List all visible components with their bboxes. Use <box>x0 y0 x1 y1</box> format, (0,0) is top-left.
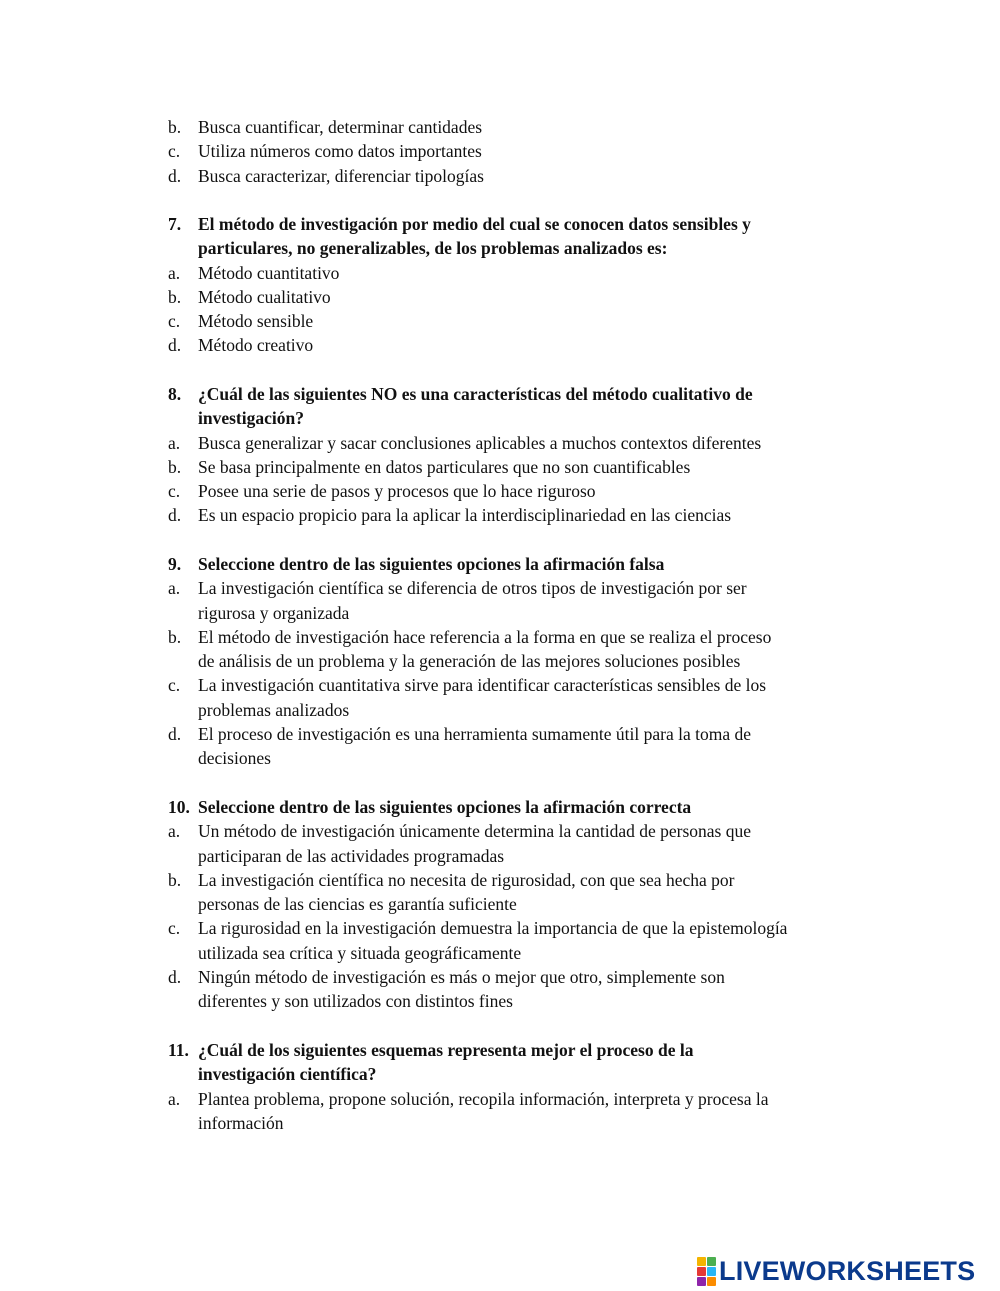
option-d-text: diferentes y son utilizados con distintos fines <box>198 991 513 1012</box>
option-c-marker: c. <box>168 141 181 162</box>
option-b-text: personas de las ciencias es garantía suficiente <box>198 894 517 915</box>
option-d-text: Busca caracterizar, diferenciar tipologías <box>198 165 484 186</box>
option-a-line <box>0 1087 1000 1111</box>
option-c-marker: c. <box>168 675 181 696</box>
option-d-text: Es un espacio propicio para la aplicar la interdisciplinariedad en las ciencias <box>198 505 732 526</box>
question-stem-text: investigación? <box>198 408 304 429</box>
option-b-marker: b. <box>168 117 182 137</box>
option-d-marker: d. <box>168 505 182 526</box>
option-d-line <box>0 722 1000 746</box>
option-c-text: Método sensible <box>198 311 314 332</box>
question-stem-marker: 9. <box>168 554 182 574</box>
option-c-marker: c. <box>168 481 181 502</box>
option-c-text: utilizada sea crítica y situada geográficamente <box>198 942 522 963</box>
logo-tile <box>707 1277 716 1286</box>
question-stem-text: Seleccione dentro de las siguientes opciones la afirmación falsa <box>198 554 665 574</box>
option-d-line <box>0 746 1000 770</box>
logo-tile <box>697 1267 706 1276</box>
option-c-marker: c. <box>168 311 181 332</box>
liveworksheets-logo <box>697 1256 975 1286</box>
option-a-line <box>0 819 1000 843</box>
option-d-marker: d. <box>168 335 182 356</box>
question-stem-line <box>0 1038 1000 1062</box>
option-b-line <box>0 455 1000 479</box>
option-d-marker: d. <box>168 165 182 186</box>
option-d-marker: d. <box>168 967 182 988</box>
option-b-text: Método cualitativo <box>198 286 331 307</box>
option-b-marker: b. <box>168 626 182 647</box>
option-d-text: decisiones <box>198 748 271 769</box>
option-b-line <box>0 625 1000 649</box>
question-stem-text: investigación científica? <box>198 1064 377 1085</box>
option-a-text: rigurosa y organizada <box>198 602 350 623</box>
option-b-text: La investigación científica no necesita de rigurosidad, con que sea hecha por <box>198 869 735 890</box>
option-c-marker: c. <box>168 918 181 939</box>
option-b-text: El método de investigación hace referencia a la forma en que se realiza el proceso <box>198 626 772 647</box>
option-d-line <box>0 333 1000 357</box>
question-stem-text: Seleccione dentro de las siguientes opciones la afirmación correcta <box>198 797 692 817</box>
option-a-text: Busca generalizar y sacar conclusiones aplicables a muchos contextos diferentes <box>198 432 762 453</box>
option-d-text: El proceso de investigación es una herramienta sumamente útil para la toma de <box>198 724 751 745</box>
option-b-marker: b. <box>168 869 182 890</box>
question-7 <box>0 212 1000 358</box>
option-a-text: Método cuantitativo <box>198 262 340 283</box>
option-a-line <box>0 601 1000 625</box>
option-a-line <box>0 261 1000 285</box>
option-b-line <box>0 868 1000 892</box>
question-8 <box>0 382 1000 528</box>
option-c-line <box>0 916 1000 940</box>
option-c-line <box>0 309 1000 333</box>
question-11 <box>0 1038 1000 1135</box>
option-a-line <box>0 431 1000 455</box>
option-a-text: Un método de investigación únicamente determina la cantidad de personas que <box>198 821 752 842</box>
option-b-line <box>0 892 1000 916</box>
option-a-line <box>0 576 1000 600</box>
option-a-marker: a. <box>168 262 181 283</box>
option-d-line <box>0 503 1000 527</box>
option-b-text: Se basa principalmente en datos particulares que no son cuantificables <box>198 456 691 477</box>
option-c-text: La investigación cuantitativa sirve para identificar características sensibles de los <box>198 675 767 696</box>
option-b-line <box>0 115 1000 139</box>
option-d-line <box>0 164 1000 188</box>
logo-text: LIVEWORKSHEETS <box>719 1256 976 1286</box>
option-a-marker: a. <box>168 432 181 453</box>
logo-tile <box>707 1267 716 1276</box>
question-stem-text: El método de investigación por medio del cual se conocen datos sensibles y <box>198 214 751 234</box>
question-stem-text: ¿Cuál de los siguientes esquemas representa mejor el proceso de la <box>198 1040 694 1060</box>
option-a-text: Plantea problema, propone solución, recopila información, interpreta y procesa la <box>198 1088 769 1109</box>
option-a-marker: a. <box>168 1088 181 1109</box>
liveworksheets-logo-icon <box>697 1257 716 1286</box>
option-c-line <box>0 479 1000 503</box>
option-c-text: Utiliza números como datos importantes <box>198 141 482 162</box>
option-c-line <box>0 139 1000 163</box>
option-d-text: Método creativo <box>198 335 314 356</box>
question-stem-marker: 8. <box>168 384 182 404</box>
option-a-text: La investigación científica se diferencia de otros tipos de investigación por ser <box>198 578 747 599</box>
question-stem-marker: 11. <box>168 1040 189 1060</box>
logo-tile <box>697 1277 706 1286</box>
option-a-line <box>0 1111 1000 1135</box>
option-c-line <box>0 698 1000 722</box>
option-b-line <box>0 649 1000 673</box>
question-stem-marker: 7. <box>168 214 182 234</box>
question-stem-text: ¿Cuál de las siguientes NO es una características del método cualitativo de <box>198 384 753 404</box>
option-a-line <box>0 844 1000 868</box>
question-stem-line <box>0 406 1000 430</box>
option-c-text: Posee una serie de pasos y procesos que lo hace riguroso <box>198 481 596 502</box>
option-d-text: Ningún método de investigación es más o mejor que otro, simplemente son <box>198 967 725 988</box>
option-c-text: La rigurosidad en la investigación demuestra la importancia de que la epistemología <box>198 918 788 939</box>
question-10 <box>0 795 1000 1014</box>
question-stem-marker: 10. <box>168 797 190 817</box>
question-stem-line <box>0 552 1000 576</box>
logo-tile <box>707 1257 716 1266</box>
option-a-text: participaran de las actividades programadas <box>198 845 505 866</box>
logo-tile <box>697 1257 706 1266</box>
option-b-marker: b. <box>168 456 182 477</box>
option-c-line <box>0 941 1000 965</box>
option-d-line <box>0 965 1000 989</box>
option-a-marker: a. <box>168 578 181 599</box>
option-b-marker: b. <box>168 286 182 307</box>
question-stem-line <box>0 795 1000 819</box>
option-a-marker: a. <box>168 821 181 842</box>
question-stem-line <box>0 236 1000 260</box>
option-b-text: de análisis de un problema y la generación de las mejores soluciones posibles <box>198 651 741 672</box>
option-b-line <box>0 285 1000 309</box>
question-9 <box>0 552 1000 771</box>
option-d-marker: d. <box>168 724 182 745</box>
option-a-text: información <box>198 1112 284 1133</box>
option-b-text: Busca cuantificar, determinar cantidades <box>198 117 483 137</box>
option-d-line <box>0 989 1000 1013</box>
question-stem-text: particulares, no generalizables, de los problemas analizados es: <box>198 238 668 259</box>
question-stem-line <box>0 1062 1000 1086</box>
option-c-line <box>0 673 1000 697</box>
intro-options <box>0 115 1000 188</box>
question-stem-line <box>0 212 1000 236</box>
option-c-text: problemas analizados <box>198 699 350 720</box>
question-stem-line <box>0 382 1000 406</box>
